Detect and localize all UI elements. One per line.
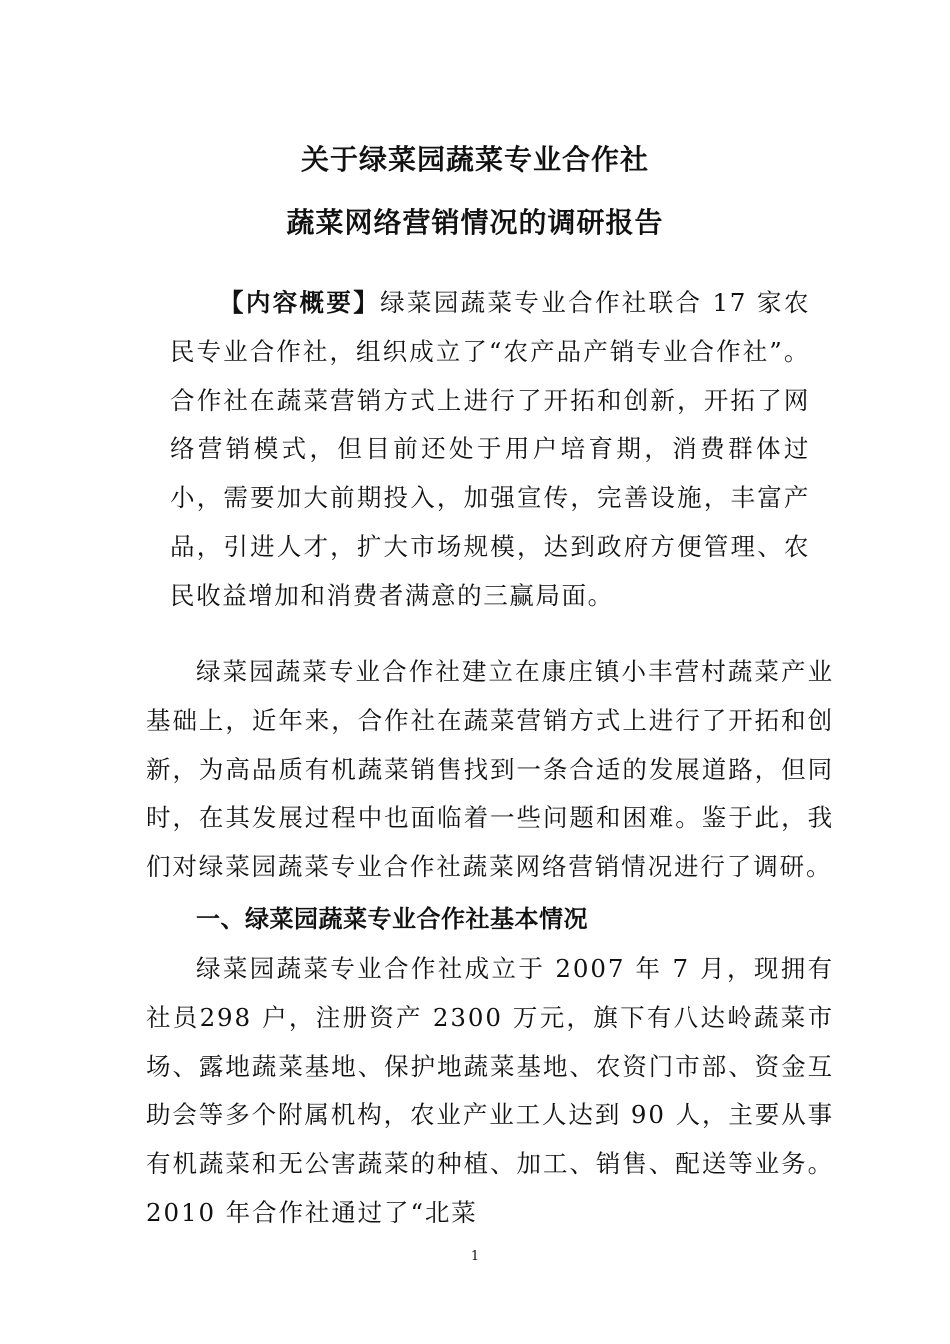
abstract-text: 绿菜园蔬菜专业合作社联合 17 家农民专业合作社，组织成立了“农产品产销专业合作社”。合作社在蔬菜营销方式上进行了开拓和创新，开拓了网络营销模式，但目前还处于用户培育期，消费群体过小，需要加大前期投入，加强宣传，完善设施，丰富产品，引进人才，扩大市场规模，达到政府方便管理、农民收益增加和消费者满意的三赢局面。 [170,288,810,610]
report-title-line-2: 蔬菜网络营销情况的调研报告 [286,206,664,239]
section-heading-1: 一、绿菜园蔬菜专业合作社基本情况 [196,905,588,933]
abstract-block [170,279,810,621]
report-title-line-1: 关于绿菜园蔬菜专业合作社 [300,143,649,176]
page-number: 1 [470,1249,480,1264]
section-1-paragraph: 绿菜园蔬菜专业合作社成立于 2007 年 7 月，现拥有社员298 户，注册资产 2300 万元，旗下有八达岭蔬菜市场、露地蔬菜基地、保护地蔬菜基地、农资门市部、资金互助会等多个附属机构，农业产业工人达到 90 人，主要从事有机蔬菜和无公害蔬菜的种植、加工、销售、配送等业务。2010 年合作社通过了“北菜 [146,954,834,1227]
intro-paragraph: 绿菜园蔬菜专业合作社建立在康庄镇小丰营村蔬菜产业基础上，近年来，合作社在蔬菜营销方式上进行了开拓和创新，为高品质有机蔬菜销售找到一条合适的发展道路，但同时，在其发展过程中也面临着一些问题和困难。鉴于此，我们对绿菜园蔬菜专业合作社蔬菜网络营销情况进行了调研。 [146,657,834,882]
abstract-label: 【内容概要】 [219,288,381,317]
